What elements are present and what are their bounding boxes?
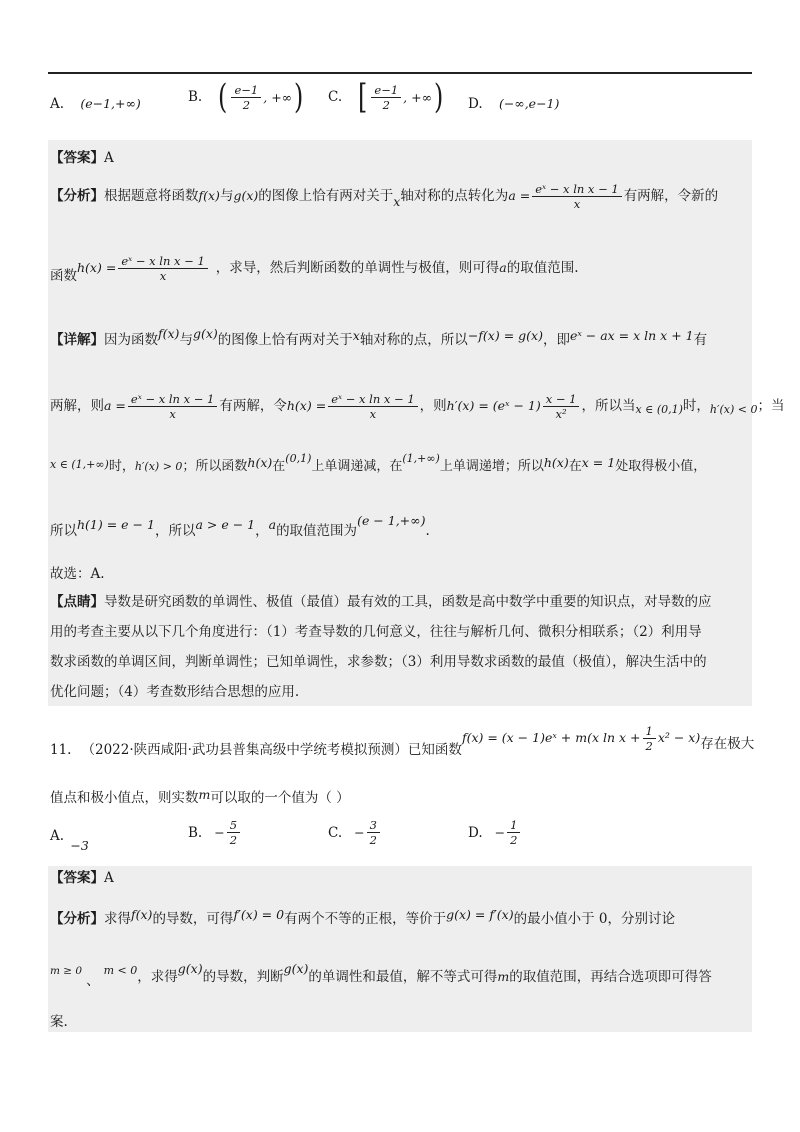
frac-den: x xyxy=(159,268,167,283)
math: x = 1 xyxy=(581,455,616,470)
math: eˣ − ax = x ln x + 1 xyxy=(569,328,694,343)
q10-detail-line1 xyxy=(50,322,707,358)
frac-num: x − 1 xyxy=(543,392,580,407)
analysis-tag: 【分析】 xyxy=(50,911,104,927)
frac-den: 2 xyxy=(229,833,238,847)
option-tail: , +∞ xyxy=(263,89,293,105)
text: 在 xyxy=(272,459,286,474)
text: 时， xyxy=(682,398,710,414)
math: h(1) = e − 1 xyxy=(77,517,155,532)
text: 轴对称的点，所以 xyxy=(359,332,468,348)
frac-den: 2 xyxy=(242,97,251,112)
text: 有两解，令 xyxy=(219,398,287,414)
text: 可以取的一个值为（ ） xyxy=(210,790,350,806)
q10-choose: 故选：A. xyxy=(50,566,105,582)
q10-analysis-line1 xyxy=(50,176,718,216)
text: 与 xyxy=(219,188,234,204)
text: ，则 xyxy=(419,398,447,414)
frac-den: x xyxy=(369,406,377,421)
frac-num: eˣ − x ln x − 1 xyxy=(128,392,217,407)
text: ，求得 xyxy=(137,969,178,985)
math: (e − 1,+∞) xyxy=(357,513,426,528)
text: 在 xyxy=(568,459,582,474)
frac-num: 3 xyxy=(367,818,380,833)
text: 因为函数 xyxy=(104,332,158,348)
math: h(x) xyxy=(247,455,273,470)
math: x ∈ (1,+∞) xyxy=(50,458,109,471)
math: h(x) = xyxy=(286,398,327,413)
minus-sign: − xyxy=(214,825,225,840)
q11-stem-line2 xyxy=(50,788,350,808)
frac-num: 1 xyxy=(643,724,656,739)
close-paren: ) xyxy=(294,77,304,117)
detail-tag: 【详解】 xyxy=(50,332,104,348)
top-rule xyxy=(48,72,752,74)
option-label: D. xyxy=(468,824,483,841)
frac-num: 5 xyxy=(227,818,240,833)
math: a > e − 1 xyxy=(195,517,256,532)
text: ，求导，然后判断函数的单调性与极值，则可得 xyxy=(215,260,500,276)
option-tail: , +∞ xyxy=(403,89,433,105)
answer-value: A xyxy=(104,150,114,166)
q11-option-c xyxy=(328,818,382,847)
frac-num: eˣ − x ln x − 1 xyxy=(328,392,417,407)
frac-num: 1 xyxy=(507,818,520,833)
math: −f(x) = g(x) xyxy=(467,328,543,343)
math: f(x) xyxy=(198,188,220,203)
frac-den: 2 xyxy=(510,833,518,847)
math: a xyxy=(499,260,507,275)
text: 的单调性和最值，解不等式可得 xyxy=(308,969,498,985)
open-bracket: [ xyxy=(358,77,368,117)
math: f(x) = (x − 1)eˣ + m(x ln x + xyxy=(461,730,641,745)
close-paren: ) xyxy=(434,77,444,117)
text: . xyxy=(425,523,430,539)
q10-comment-line3: 数求函数的单调区间，判断单调性；已知单调性，求参数；（3）利用导数求函数的最值（极值），解决生活中的 xyxy=(50,654,707,670)
math: f′(x) = 0 xyxy=(233,907,285,922)
text: 的最小值小于 0，分别讨论 xyxy=(513,911,675,927)
q10-detail-line2 xyxy=(50,386,784,426)
text: 时， xyxy=(108,459,135,474)
q10-option-a xyxy=(50,94,141,114)
math: (1,+∞) xyxy=(402,452,440,465)
text: 处取得极小值， xyxy=(615,459,707,474)
text: 的取值范围，再结合选项即可得答 xyxy=(509,969,712,985)
text: 上单调递减，在 xyxy=(311,459,403,474)
text: 值点和极小值点，则实数 xyxy=(50,790,199,806)
q11-stem-line1 xyxy=(50,722,754,766)
q10-detail-line4 xyxy=(50,510,430,540)
text: 的图像上恰有两对关于 xyxy=(258,188,394,204)
math: m xyxy=(198,787,211,802)
math: x xyxy=(352,328,360,343)
text: ；所以函数 xyxy=(182,459,248,474)
math: g(x) = f′(x) xyxy=(446,907,514,922)
math: h′(x) > 0 xyxy=(134,460,183,473)
text: 根据题意将函数 xyxy=(104,188,199,204)
math: a = xyxy=(104,398,126,413)
math: h′(x) = (eˣ − 1) xyxy=(446,398,541,413)
frac-den: x² xyxy=(555,406,567,421)
text: ，即 xyxy=(542,332,570,348)
q10-option-d xyxy=(468,94,559,114)
text: ，所以 xyxy=(154,523,196,539)
option-value: (e−1,+∞) xyxy=(80,96,141,111)
math: m ≥ 0 xyxy=(50,965,83,977)
math: a xyxy=(268,517,277,532)
minus-sign: − xyxy=(354,825,365,840)
q11-option-a xyxy=(50,826,89,853)
frac-num: eˣ − x ln x − 1 xyxy=(118,254,207,269)
text: 所以 xyxy=(50,523,77,539)
math: f(x) xyxy=(131,907,153,922)
math: m < 0 xyxy=(103,964,138,977)
q10-comment-line2: 用的考查主要从以下几个角度进行：（1）考查导数的几何意义，往往与解析几何、微积分相联系；（2）利用导 xyxy=(50,624,702,640)
text: 函数 xyxy=(50,268,77,284)
text: 的取值范围为 xyxy=(276,523,358,539)
frac-den: x xyxy=(169,406,176,421)
math: f(x) xyxy=(158,326,180,341)
option-value: (−∞,e−1) xyxy=(498,96,560,111)
text: 有 xyxy=(693,332,708,348)
q11-answer xyxy=(50,868,114,888)
math: h′(x) < 0 xyxy=(709,403,758,416)
text: 有两解，令新的 xyxy=(623,188,719,204)
text: 两解，则 xyxy=(50,398,104,414)
frac-num: e−1 xyxy=(371,83,401,98)
comment-tag: 【点睛】 xyxy=(50,594,104,610)
math: h(x) = xyxy=(77,260,117,275)
q11-analysis-line2 xyxy=(50,960,712,994)
q10-answer xyxy=(50,148,114,168)
math: g(x) xyxy=(192,326,218,341)
text: ；当 xyxy=(757,398,785,414)
math: x ∈ (0,1) xyxy=(635,403,683,416)
text: 轴对称的点转化为 xyxy=(400,188,509,204)
text: 的图像上恰有两对关于 xyxy=(217,332,353,348)
math: a = xyxy=(508,188,531,203)
q11-option-b xyxy=(188,818,242,847)
analysis-tag: 【分析】 xyxy=(50,188,104,204)
option-label: A. xyxy=(50,96,65,112)
option-label: A. xyxy=(50,828,65,844)
frac-num: eˣ − x ln x − 1 xyxy=(532,182,621,197)
option-label: B. xyxy=(188,89,203,105)
q10-option-c xyxy=(328,77,445,117)
text: （2022·陕西咸阳·武功县普集高级中学统考模拟预测）已知函数 xyxy=(81,742,462,758)
math: m xyxy=(497,969,510,984)
math: g(x) xyxy=(283,961,309,976)
open-paren: ( xyxy=(218,77,228,117)
text: 求得 xyxy=(104,911,131,927)
math: x xyxy=(393,194,401,209)
text: 的导数，可得 xyxy=(152,911,234,927)
q11-option-d xyxy=(468,818,522,847)
option-label: C. xyxy=(328,89,343,105)
frac-num: e−1 xyxy=(231,83,261,98)
text: 、 xyxy=(86,973,100,989)
math: (0,1) xyxy=(285,452,312,465)
frac-den: 2 xyxy=(645,738,653,753)
q11-solution-block xyxy=(48,866,752,1032)
math: g(x) xyxy=(233,188,259,203)
q10-detail-line3 xyxy=(50,452,706,482)
math: h(x) xyxy=(543,455,569,470)
frac-den: 2 xyxy=(382,97,390,112)
frac-den: x xyxy=(573,196,581,211)
math: x² − x) xyxy=(657,730,701,745)
q10-comment-line4: 优化问题；（4）考查数形结合思想的应用. xyxy=(50,684,300,700)
frac-den: 2 xyxy=(369,833,377,847)
text: 与 xyxy=(179,332,193,348)
question-number: 11. xyxy=(50,742,72,758)
text: ， xyxy=(255,523,269,539)
option-value: −3 xyxy=(70,838,89,853)
q11-analysis-line1 xyxy=(50,902,675,936)
text: ，所以当 xyxy=(581,398,636,414)
text: 的取值范围. xyxy=(506,260,579,276)
text: 的导数，判断 xyxy=(202,969,284,985)
text: 导数是研究函数的单调性、极值（最值）最有效的工具，函数是高中数学中重要的知识点，对导数的应 xyxy=(104,594,712,610)
answer-value: A xyxy=(104,870,114,886)
text: 存在极大 xyxy=(700,736,755,752)
option-label: C. xyxy=(328,824,343,841)
option-label: D. xyxy=(468,96,483,112)
text: 有两个不等的正根，等价于 xyxy=(284,911,447,927)
answer-tag: 【答案】 xyxy=(50,870,104,886)
text: 上单调递增；所以 xyxy=(439,459,544,474)
minus-sign: − xyxy=(494,825,506,840)
q11-analysis-line3: 案. xyxy=(50,1014,68,1030)
option-label: B. xyxy=(188,824,203,841)
math: g(x) xyxy=(177,961,203,976)
q10-analysis-line2 xyxy=(50,248,579,288)
answer-tag: 【答案】 xyxy=(50,150,104,166)
q10-option-b xyxy=(188,77,305,117)
q10-comment-line1 xyxy=(50,592,712,612)
